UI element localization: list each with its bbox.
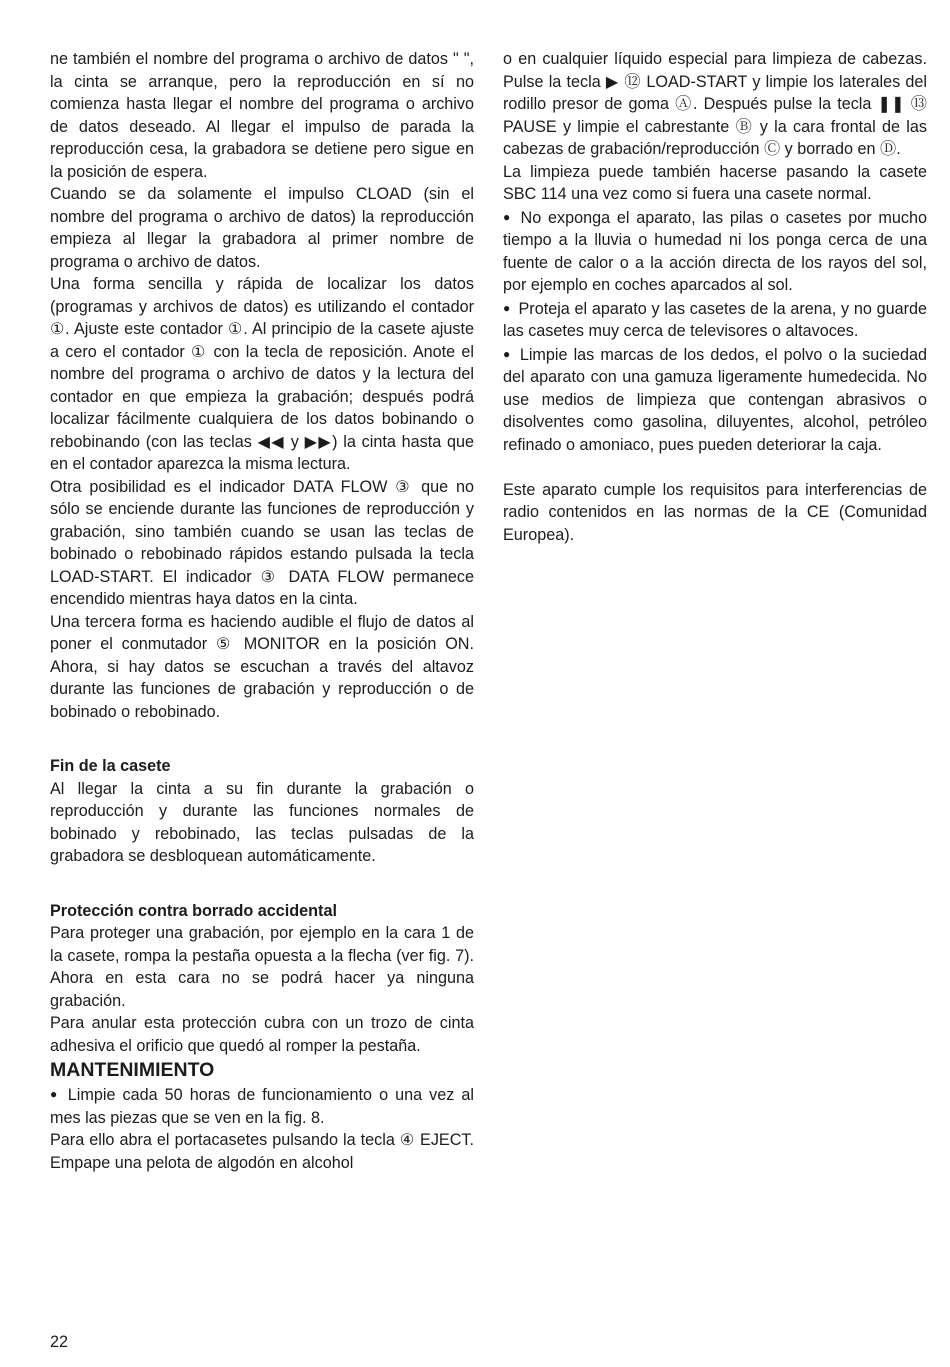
- paragraph: Este aparato cumple los requisitos para interferencias de radio contenidos en las normas de la CE (Comunidad Europea).: [503, 480, 927, 544]
- bullet-item: ● Proteja el aparato y las casetes de la arena, y no guarde las casetes muy cerca de televisores o altavoces.: [503, 297, 927, 343]
- paragraph: Una forma sencilla y rápida de localizar los datos (programas y archivos de datos) es utilizando el contador ①. Ajuste este contador ①. Al principio de la casete ajuste a cero el contador ① con la tecla de reposición. Anote el nombre del programa o archivo de datos y la lectura del contador en que empieza la grabación; después podrá localizar fácilmente cualquiera de los datos bobinando o rebobinando (con las teclas ◀◀ y ▶▶) la cinta hasta que en el contador aparezca la misma lectura.: [50, 275, 474, 473]
- section-title-fin-casete: Fin de la casete: [50, 757, 171, 775]
- left-column: [50, 48, 474, 1174]
- paragraph: Una tercera forma es haciendo audible el flujo de datos al poner el conmutador ⑤ MONITOR en la posición ON. Ahora, si hay datos se escuchan a través del altavoz durante las funciones de grabación y reproducción o de bobinado o rebobinado.: [50, 612, 474, 721]
- paragraph: La limpieza puede también hacerse pasando la casete SBC 114 una vez como si fuera una casete normal.: [503, 162, 927, 203]
- paragraph: Otra posibilidad es el indicador DATA FLOW ③ que no sólo se enciende durante las funciones de reproducción y grabación, sino también cuando se usan las teclas de bobinado o rebobinado rápidos estando pulsada la tecla LOAD-START. El indicador ③ DATA FLOW permanece encendido mientras haya datos en la cinta.: [50, 477, 474, 608]
- bullet-item: ● Limpie cada 50 horas de funcionamiento o una vez al mes las piezas que se ven en la fig. 8.: [50, 1083, 474, 1129]
- bullet-item: ● No exponga el aparato, las pilas o casetes por mucho tiempo a la lluvia o humedad ni los ponga cerca de una fuente de calor o a la acción directa de los rayos del sol, por ejemplo en coches aparcados al sol.: [503, 206, 927, 297]
- paragraph: o en cualquier líquido especial para limpieza de cabezas. Pulse la tecla ▶ ⑫ LOAD-START y limpie los laterales del rodillo presor de goma Ⓐ. Después pulse la tecla ❚❚ ⑬ PAUSE y limpie el cabrestante Ⓑ y la cara frontal de las cabezas de grabación/reproducción Ⓒ y borrado en Ⓓ.: [503, 50, 927, 158]
- bullet-item: ● Limpie las marcas de los dedos, el polvo o la suciedad del aparato con una gamuza ligeramente humedecida. No use medios de limpieza que contengan abrasivos o disolventes como gasolina, diluyentes, alcohol, petróleo refinado o amoniaco, pues pueden deteriorar la caja.: [503, 343, 927, 457]
- right-column: [503, 48, 927, 546]
- paragraph: ne también el nombre del programa o archivo de datos " ", la cinta se arranque, pero la reproducción en sí no comienza hasta llegar el nombre del programa o archivo de datos deseado. Al llegar el impulso de parada la reproducción cesa, la grabadora se detiene pero sigue en la posición de espera.: [50, 50, 474, 181]
- paragraph: Para proteger una grabación, por ejemplo en la cara 1 de la casete, rompa la pestaña opuesta a la flecha (ver fig. 7). Ahora en esta cara no se podrá hacer ya ninguna grabación.: [50, 924, 474, 1010]
- heading-mantenimiento: MANTENIMIENTO: [50, 1059, 215, 1081]
- paragraph: Cuando se da solamente el impulso CLOAD (sin el nombre del programa o archivo de datos) la reproducción empieza al llegar la grabadora al primer nombre de programa o archivo de datos.: [50, 185, 474, 271]
- page-number: 22: [50, 1333, 69, 1351]
- paragraph: Al llegar la cinta a su fin durante la grabación o reproducción y durante las funciones normales de bobinado y rebobinado, las teclas pulsadas de la grabadora se desbloquean automáticamente.: [50, 779, 474, 865]
- paragraph: Para ello abra el portacasetes pulsando la tecla ④ EJECT. Empape una pelota de algodón en alcohol: [50, 1131, 474, 1172]
- spacer: [503, 456, 927, 479]
- section-title-proteccion: Protección contra borrado accidental: [50, 901, 337, 920]
- paragraph: Para anular esta protección cubra con un trozo de cinta adhesiva el orificio que quedó al romper la pestaña.: [50, 1014, 474, 1055]
